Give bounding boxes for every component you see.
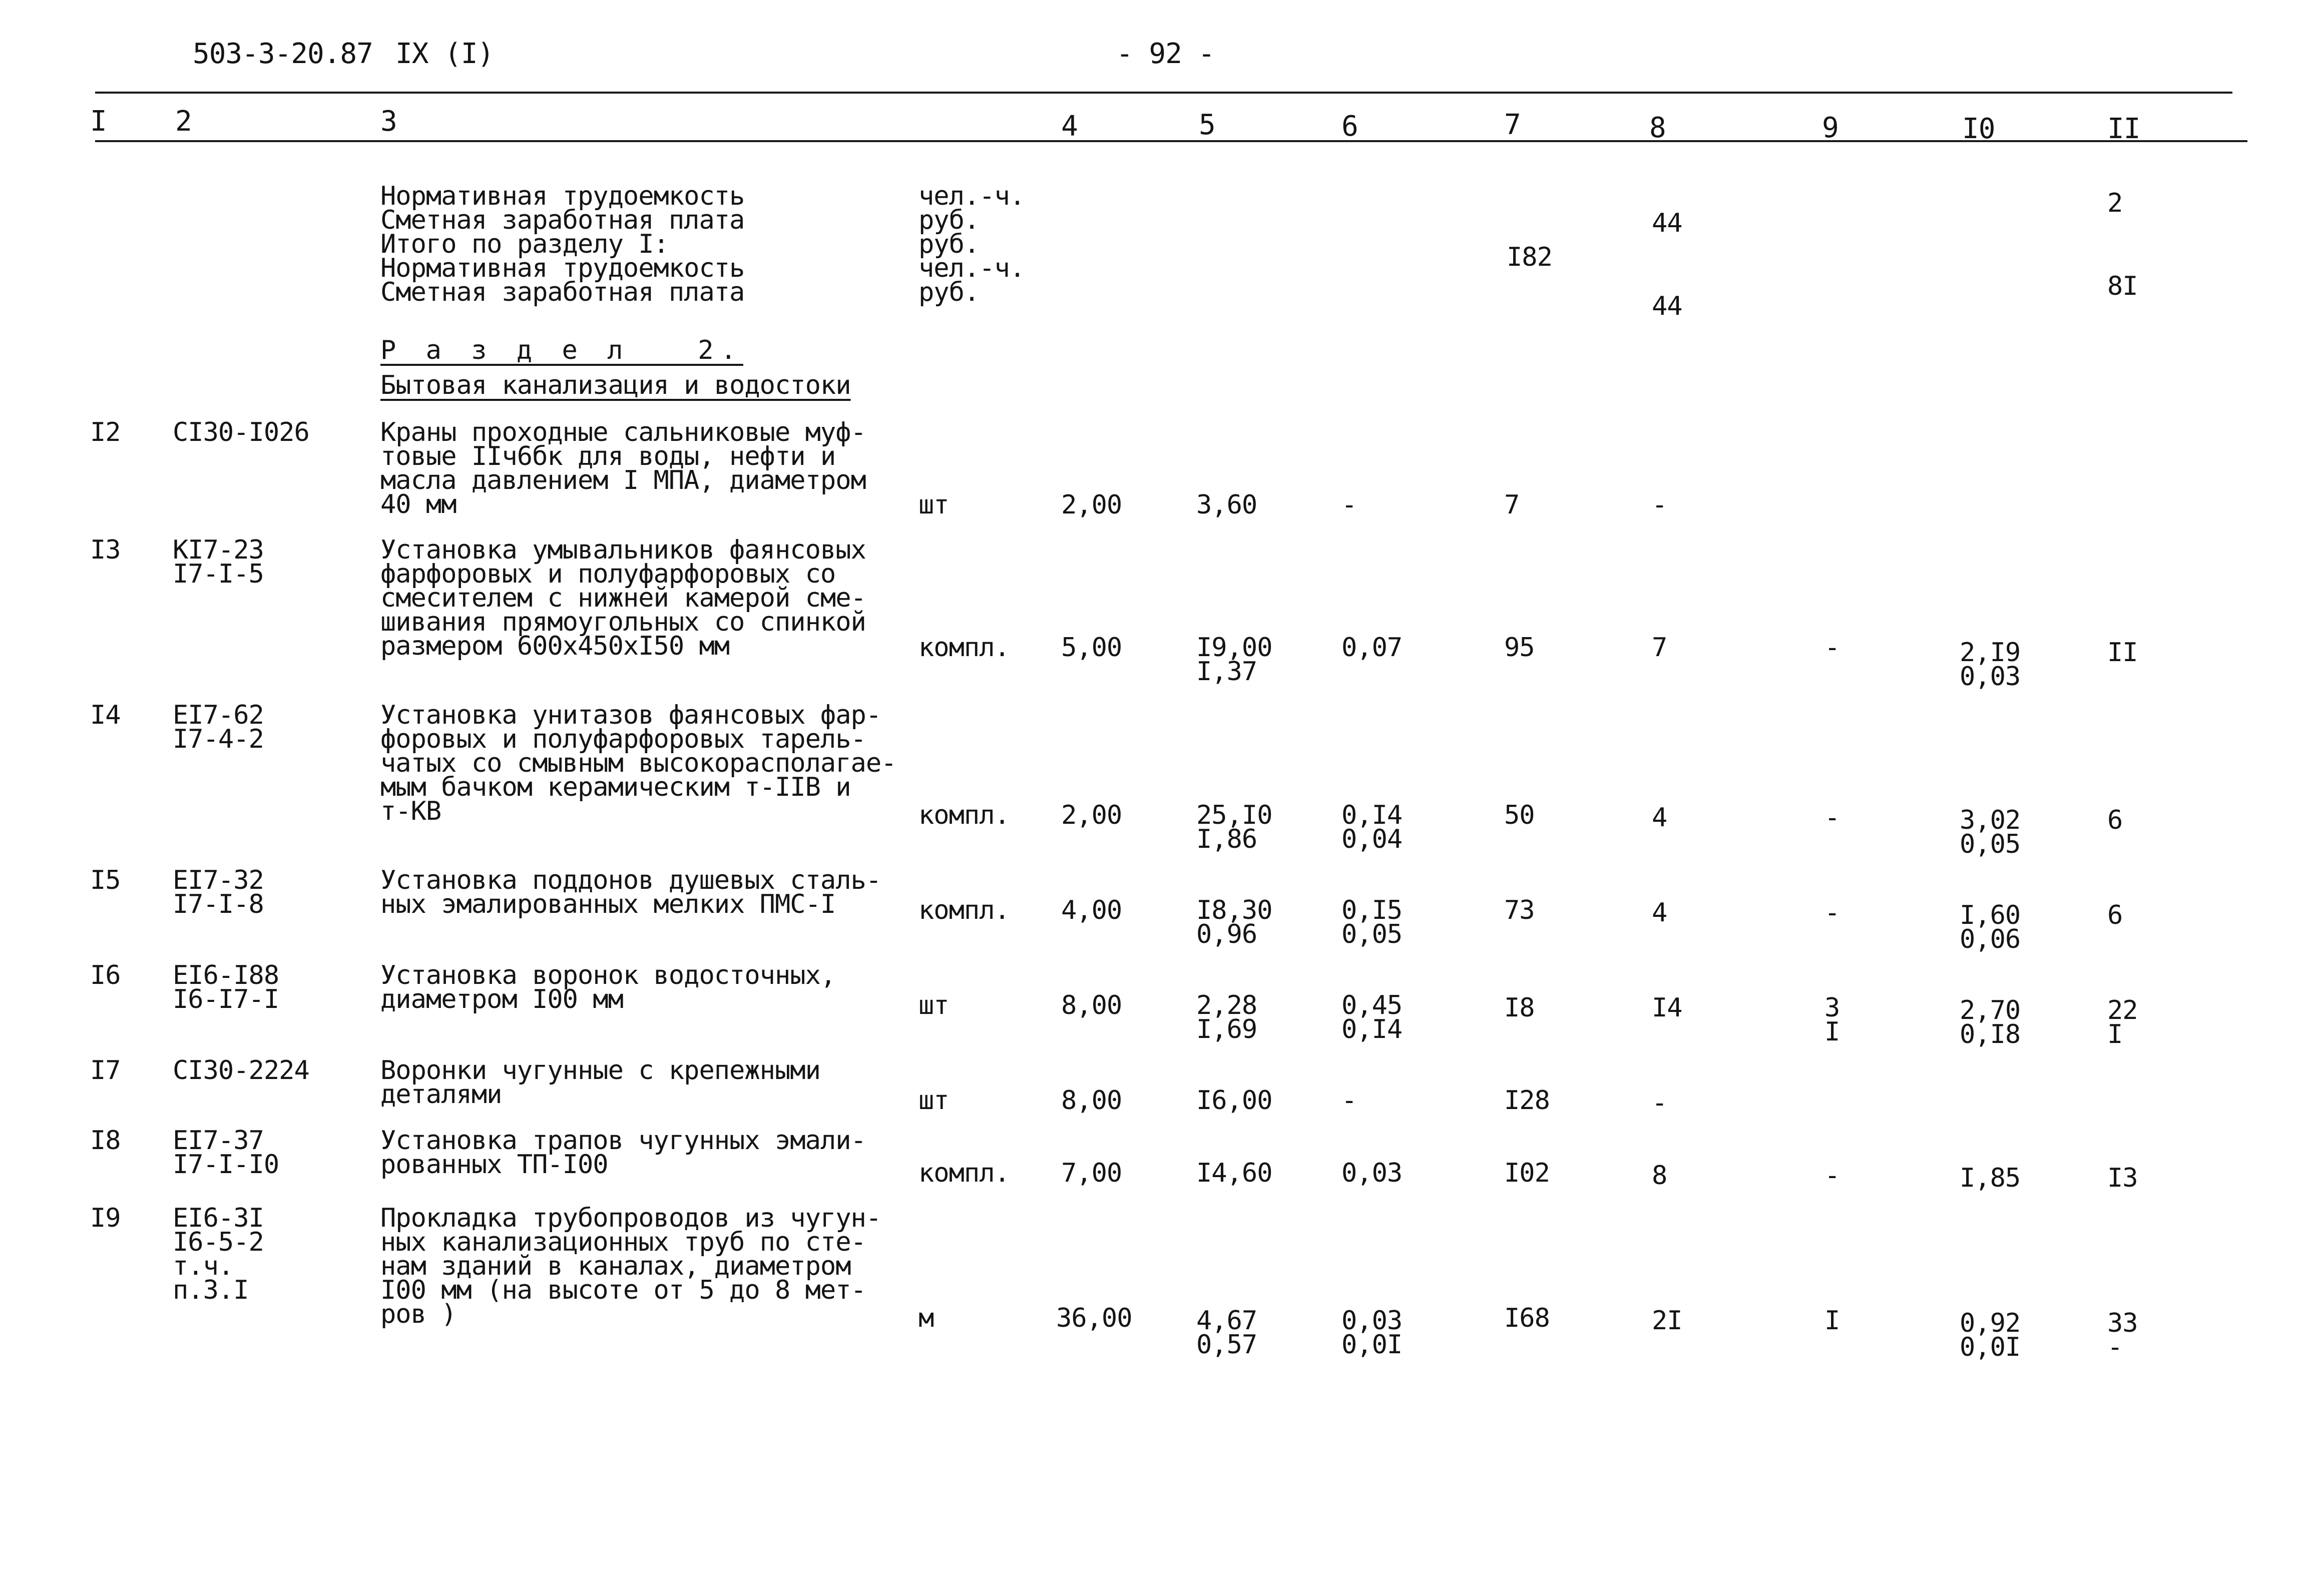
row-col9: - xyxy=(1824,633,1840,663)
row-unit: компл. xyxy=(918,800,1010,830)
row-code: EI7-62 I7-4-2 xyxy=(173,700,264,754)
row-col11: II xyxy=(2107,638,2138,668)
row-number: I2 xyxy=(90,417,121,447)
row-quantity: 2,00 xyxy=(1061,800,1122,830)
summary-units: чел.-ч. руб. руб. чел.-ч. руб. xyxy=(918,181,1025,307)
row-unit: м xyxy=(918,1303,934,1333)
row-unit-cost: 25,I0 I,86 xyxy=(1196,800,1272,854)
column-number: 3 xyxy=(380,105,397,138)
column-number: 8 xyxy=(1649,112,1666,144)
row-col7: I02 xyxy=(1504,1158,1550,1188)
row-col8: 4 xyxy=(1652,898,1667,928)
row-description: Воронки чугунные с крепежными деталями xyxy=(380,1055,820,1110)
row-unit: шт xyxy=(918,490,949,520)
column-number: 5 xyxy=(1199,109,1215,141)
summary-labor-value: 2 xyxy=(2107,188,2123,218)
row-col10: I,85 xyxy=(1960,1163,2021,1193)
row-unit: компл. xyxy=(918,895,1010,925)
row-code: EI7-32 I7-I-8 xyxy=(173,865,264,919)
row-col7: I8 xyxy=(1504,993,1535,1023)
row-number: I3 xyxy=(90,535,121,565)
row-col9: I xyxy=(1824,1306,1840,1336)
row-code: CI30-I026 xyxy=(173,417,309,447)
row-unit-cost: 3,60 xyxy=(1196,490,1257,520)
row-code: KI7-23 I7-I-5 xyxy=(173,535,264,589)
row-col6: 0,03 0,0I xyxy=(1341,1306,1403,1360)
row-col6: - xyxy=(1341,1086,1357,1116)
row-col6: - xyxy=(1341,490,1357,520)
row-col11: 6 xyxy=(2107,900,2123,930)
row-col10: 2,I9 0,03 xyxy=(1960,638,2021,692)
column-number: 6 xyxy=(1341,110,1358,143)
row-col7: 7 xyxy=(1504,490,1520,520)
row-quantity: 2,00 xyxy=(1061,490,1122,520)
column-number: 9 xyxy=(1822,112,1838,144)
row-col10: I,60 0,06 xyxy=(1960,900,2021,954)
row-col6: 0,07 xyxy=(1341,633,1403,663)
row-unit-cost: I9,00 I,37 xyxy=(1196,633,1272,687)
row-number: I9 xyxy=(90,1203,121,1233)
row-col8: - xyxy=(1652,1088,1667,1118)
row-number: I7 xyxy=(90,1055,121,1086)
document-code: 503-3-20.87 xyxy=(193,38,373,70)
column-number: 4 xyxy=(1061,110,1078,143)
row-description: Установка унитазов фаянсовых фар- форовых и полуфарфоровых тарель- чатых со смывным высокорасполагае- мым бачком керамическим т-IIB и т-KB xyxy=(380,700,896,826)
section-subtitle: Бытовая канализация и водостоки xyxy=(380,370,851,400)
row-col8: 8 xyxy=(1652,1161,1667,1191)
row-col7: 73 xyxy=(1504,895,1535,925)
row-description: Установка воронок водосточных, диаметром I00 мм xyxy=(380,960,836,1014)
section-title: Р а з д е л 2. xyxy=(380,335,743,365)
row-col6: 0,45 0,I4 xyxy=(1341,990,1403,1044)
row-col10: 0,92 0,0I xyxy=(1960,1308,2021,1362)
row-unit: шт xyxy=(918,990,949,1020)
row-col11: 33 - xyxy=(2107,1308,2138,1362)
album-number: IX (I) xyxy=(395,38,494,70)
row-description: Установка умывальников фаянсовых фарфоровых и полуфарфоровых со смесителем с нижней камерой сме- шивания прямоугольных со спинкой размером 600х450хI50 мм xyxy=(380,535,866,661)
row-quantity: 4,00 xyxy=(1061,895,1122,925)
row-description: Установка поддонов душевых сталь- ных эмалированных мелких ПМС-I xyxy=(380,865,881,919)
row-col6: 0,03 xyxy=(1341,1158,1403,1188)
summary-labor-value: 8I xyxy=(2107,271,2138,301)
column-number: I xyxy=(90,105,107,138)
row-unit-cost: 2,28 I,69 xyxy=(1196,990,1257,1044)
row-number: I6 xyxy=(90,960,121,990)
row-quantity: 8,00 xyxy=(1061,1086,1122,1116)
row-col6: 0,I4 0,04 xyxy=(1341,800,1403,854)
page-number: - 92 - xyxy=(1116,38,1215,70)
summary-section-total: I82 xyxy=(1507,242,1552,272)
header-bottom-rule xyxy=(95,140,2247,142)
row-code: EI7-37 I7-I-I0 xyxy=(173,1126,279,1180)
row-col9: - xyxy=(1824,1161,1840,1191)
row-code: EI6-3I I6-5-2 т.ч. п.3.I xyxy=(173,1203,264,1305)
row-col9: - xyxy=(1824,803,1840,833)
row-number: I4 xyxy=(90,700,121,730)
row-col11: 22 I xyxy=(2107,995,2138,1049)
row-col7: I28 xyxy=(1504,1086,1550,1116)
row-col11: I3 xyxy=(2107,1163,2138,1193)
column-number: 7 xyxy=(1504,109,1521,141)
row-unit-cost: I8,30 0,96 xyxy=(1196,895,1272,949)
row-description: Установка трапов чугунных эмали- рованных ТП-I00 xyxy=(380,1126,866,1180)
row-col8: 4 xyxy=(1652,803,1667,833)
row-col8: I4 xyxy=(1652,993,1682,1023)
row-quantity: 7,00 xyxy=(1061,1158,1122,1188)
header-top-rule xyxy=(95,92,2232,94)
row-col10: 2,70 0,I8 xyxy=(1960,995,2021,1049)
row-unit-cost: I4,60 xyxy=(1196,1158,1272,1188)
row-unit-cost: 4,67 0,57 xyxy=(1196,1306,1257,1360)
row-unit: шт xyxy=(918,1086,949,1116)
summary-wage-value: 44 xyxy=(1652,291,1682,321)
row-col10: 3,02 0,05 xyxy=(1960,805,2021,859)
row-unit: компл. xyxy=(918,1158,1010,1188)
row-quantity: 5,00 xyxy=(1061,633,1122,663)
row-col8: - xyxy=(1652,490,1667,520)
row-col8: 7 xyxy=(1652,633,1667,663)
row-quantity: 8,00 xyxy=(1061,990,1122,1020)
summary-labels: Нормативная трудоемкость Сметная заработная плата Итого по разделу I: Нормативная трудоемкость Сметная заработная плата xyxy=(380,181,745,307)
row-description: Прокладка трубопроводов из чугун- ных канализационных труб по сте- нам зданий в каналах, диаметром I00 мм (на высоте от 5 до 8 мет- ров ) xyxy=(380,1203,881,1329)
row-quantity: 36,00 xyxy=(1056,1303,1132,1333)
row-code: EI6-I88 I6-I7-I xyxy=(173,960,279,1014)
row-code: CI30-2224 xyxy=(173,1055,309,1086)
column-number: II xyxy=(2107,113,2140,145)
row-col7: I68 xyxy=(1504,1303,1550,1333)
row-unit-cost: I6,00 xyxy=(1196,1086,1272,1116)
summary-wage-value: 44 xyxy=(1652,208,1682,238)
row-col8: 2I xyxy=(1652,1306,1682,1336)
row-col6: 0,I5 0,05 xyxy=(1341,895,1403,949)
column-number: I0 xyxy=(1962,113,1995,145)
row-description: Краны проходные сальниковые муф- товые IIч6бк для воды, нефти и масла давлением I МПА, диаметром 40 мм xyxy=(380,417,866,519)
row-col11: 6 xyxy=(2107,805,2123,835)
column-number: 2 xyxy=(175,105,192,138)
row-col9: 3 I xyxy=(1824,993,1840,1047)
row-number: I8 xyxy=(90,1126,121,1156)
row-col9: - xyxy=(1824,898,1840,928)
row-col7: 50 xyxy=(1504,800,1535,830)
row-col7: 95 xyxy=(1504,633,1535,663)
row-unit: компл. xyxy=(918,633,1010,663)
row-number: I5 xyxy=(90,865,121,895)
